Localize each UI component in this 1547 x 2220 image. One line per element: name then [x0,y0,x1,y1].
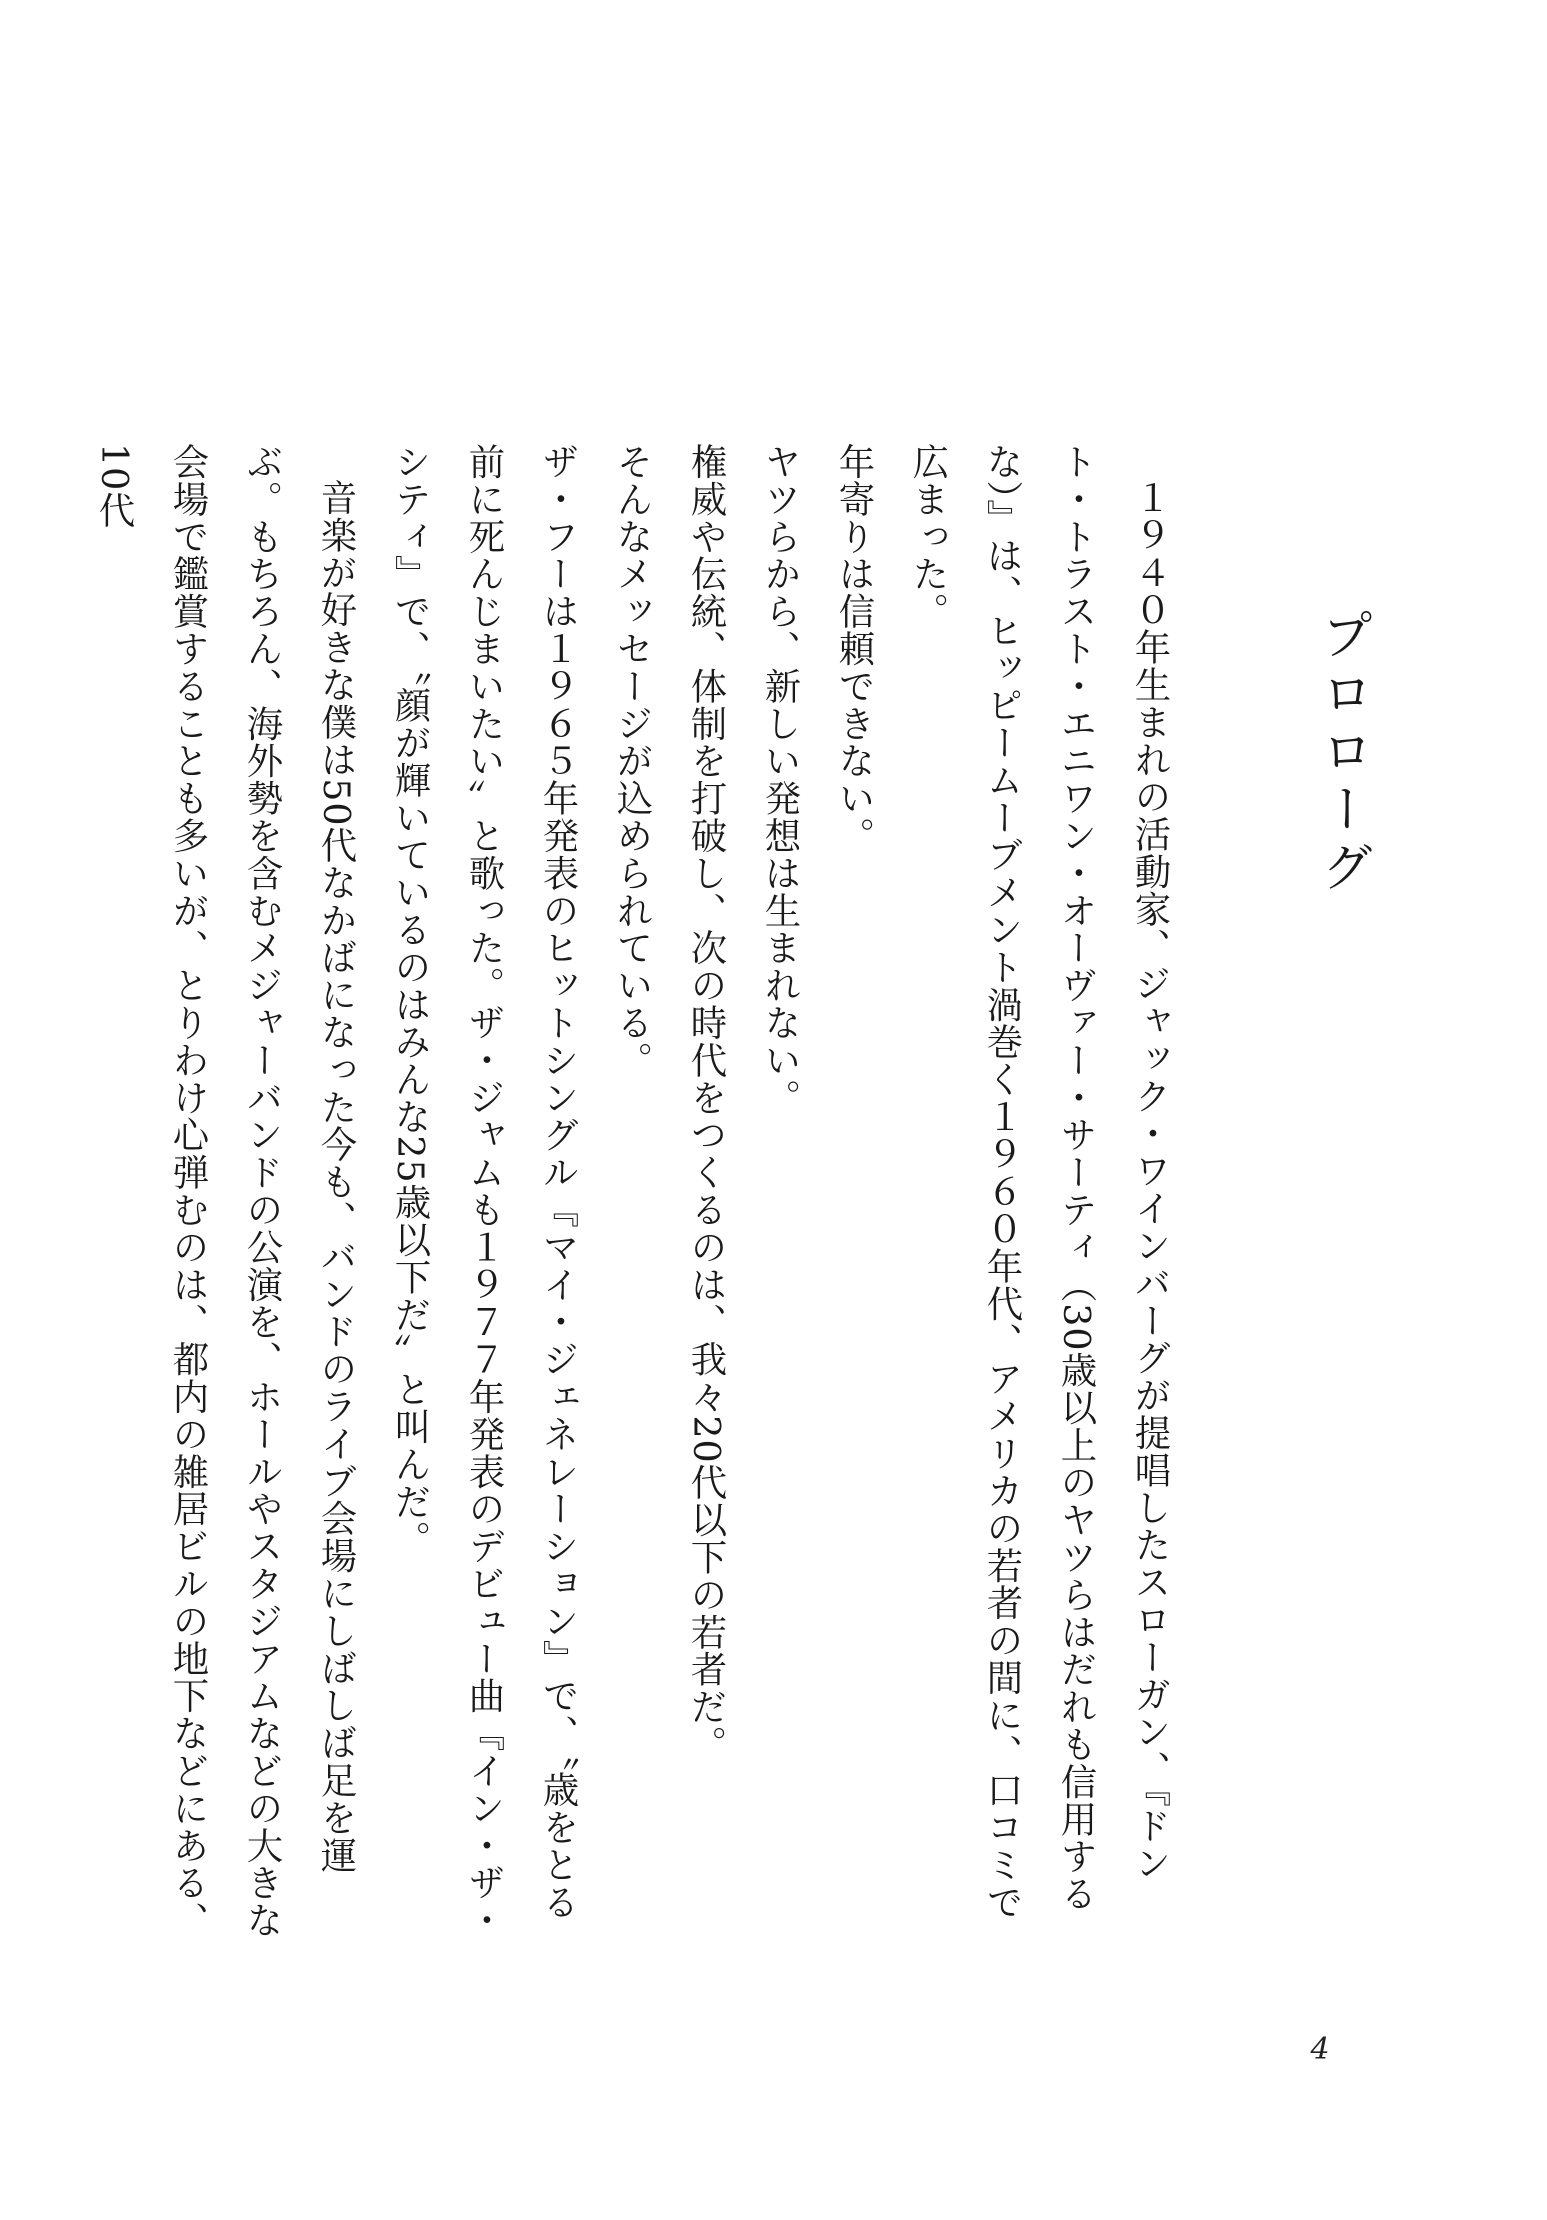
paragraph: 音楽が好きな僕は50代なかばになった今も、バンドのライブ会場にしばしば足を運ぶ。もちろん、海外勢を含むメジャーバンドの公演を、ホールやスタジアムなどの大きな会場で鑑賞することも多いが、とりわけ心弾むのは、都内の雑居ビルの地下などにある、10代 [93,443,358,1939]
body-text [93,443,1187,1943]
chapter-title: プロローグ [1312,608,1372,898]
paragraph: そんなメッセージが込められている。 [611,443,654,1079]
paragraph: 年寄りは信頼できない。 [833,443,876,855]
page-number: 4 [1310,2032,1330,2067]
paragraph: 権威や伝統、体制を打破し、次の時代をつくるのは、我々20代以下の若者だ。 [685,443,728,1763]
paragraph: １９４０年生まれの活動家、ジャック・ワインバーグが提唱したスローガン、『ドント・トラスト・エニワン・オーヴァー・サーティ（30歳以上のヤツらはだれも信用するな）』は、ヒッピームーブメント渦巻く１９６０年代、アメリカの若者の間に、口コミで広まった。 [907,443,1172,1921]
paragraph: ヤツらから、新しい発想は生まれない。 [759,443,802,1117]
paragraph: ザ・フーは１９６５年発表のヒットシングル『マイ・ジェネレーション』で、〝歳をとる前に死んじまいたい〟と歌った。ザ・ジャムも１９７７年発表のデビュー曲『イン・ザ・シティ』で、〝顔が輝いているのはみんな25歳以下だ〟と叫んだ。 [389,443,580,1939]
